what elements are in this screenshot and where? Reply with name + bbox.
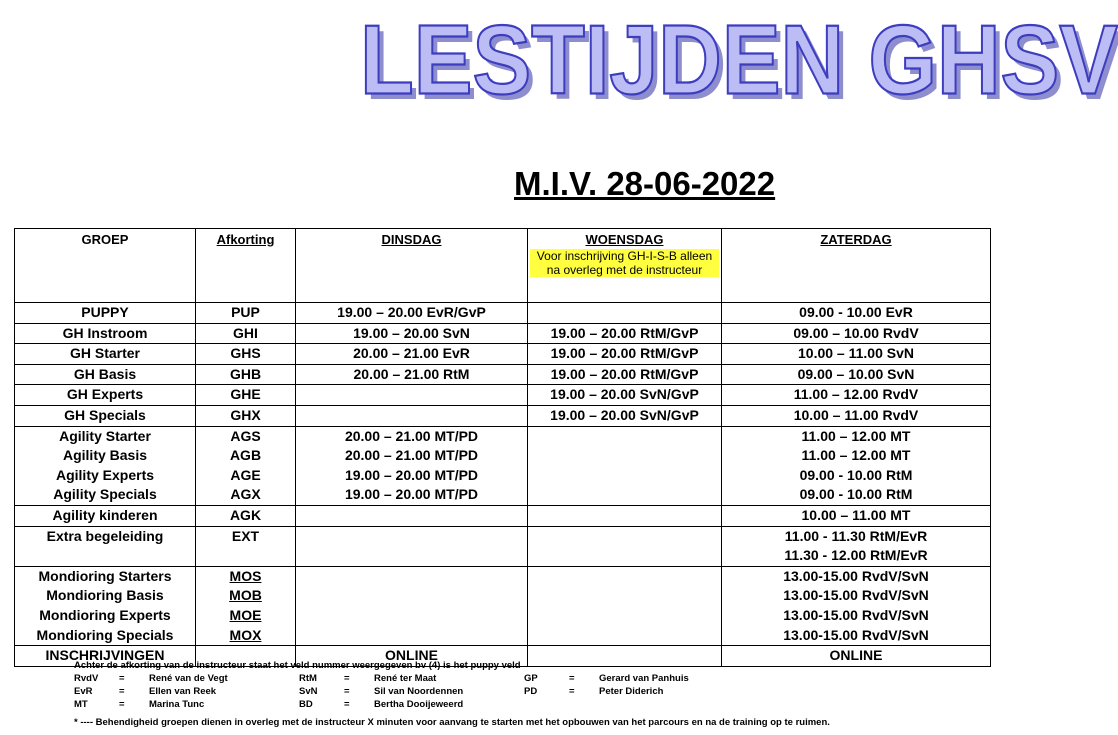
table-row [15,606,991,626]
cell-zaterdag: 13.00-15.00 RvdV/SvN [722,606,991,626]
col-groep: GROEP [15,229,196,303]
cell-dinsdag: 20.00 – 21.00 RtM [296,364,528,385]
cell-woensdag: 19.00 – 20.00 RtM/GvP [528,344,722,365]
legend-abbr: PD [524,686,538,697]
cell-woensdag [528,485,722,505]
cell-zaterdag: 10.00 – 11.00 MT [722,505,991,526]
table-row [15,566,991,586]
legend-equals: = [569,673,575,684]
cell-groep: GH Experts [15,385,196,406]
legend-name: Ellen van Reek [149,686,217,697]
cell-groep: Mondioring Starters [15,566,196,586]
cell-dinsdag [296,606,528,626]
effective-date: M.I.V. 28-06-2022 [514,165,776,202]
cell-afkorting: GHB [196,364,296,385]
col-afkorting: Afkorting [196,229,296,303]
cell-dinsdag: ONLINE [296,646,528,667]
col-zaterdag: ZATERDAG [722,229,991,303]
cell-dinsdag: 19.00 – 20.00 EvR/GvP [296,303,528,324]
cell-dinsdag [296,626,528,646]
cell-dinsdag [296,586,528,606]
legend-abbr: BD [299,699,313,710]
col-woensdag-label: WOENSDAG [585,232,664,247]
cell-dinsdag [296,566,528,586]
cell-afkorting [196,546,296,566]
cell-groep: Mondioring Basis [15,586,196,606]
cell-woensdag [528,606,722,626]
cell-afkorting: GHX [196,405,296,426]
cell-afkorting: PUP [196,303,296,324]
table-row [15,344,991,365]
cell-woensdag [528,626,722,646]
cell-groep [15,546,196,566]
legend-equals [569,698,599,711]
cell-groep: Mondioring Specials [15,626,196,646]
cell-groep: Agility Basis [15,446,196,466]
legend-name: Gerard van Panhuis [599,673,689,684]
legend-equals: = [344,686,350,697]
table-row [15,546,991,566]
cell-zaterdag: 11.00 – 12.00 MT [722,426,991,446]
cell-afkorting: AGE [196,466,296,486]
cell-woensdag: 19.00 – 20.00 RtM/GvP [528,323,722,344]
cell-afkorting: AGB [196,446,296,466]
cell-zaterdag: 10.00 – 11.00 RvdV [722,405,991,426]
cell-afkorting: MOE [196,606,296,626]
table-row [15,626,991,646]
cell-groep: GH Specials [15,405,196,426]
cell-afkorting: AGS [196,426,296,446]
legend-equals: = [344,673,350,684]
table-row [15,446,991,466]
legend-equals: = [119,673,125,684]
cell-zaterdag: 09.00 - 10.00 EvR [722,303,991,324]
cell-zaterdag: 13.00-15.00 RvdV/SvN [722,626,991,646]
legend-row [74,698,749,711]
cell-zaterdag: 09.00 - 10.00 RtM [722,466,991,486]
legend-name: Marina Tunc [149,699,205,710]
page-title: LESTIJDEN GHSV [360,4,1118,115]
cell-groep: INSCHRIJVINGEN [15,646,196,667]
cell-groep: GH Starter [15,344,196,365]
cell-woensdag: 19.00 – 20.00 RtM/GvP [528,364,722,385]
legend-name: Bertha Dooijeweerd [374,699,464,710]
schedule-table [14,228,991,667]
cell-dinsdag [296,385,528,406]
cell-groep: Agility Experts [15,466,196,486]
table-row [15,505,991,526]
cell-dinsdag: 19.00 – 20.00 MT/PD [296,466,528,486]
cell-dinsdag [296,526,528,546]
legend-name: Sil van Noordennen [374,686,464,697]
cell-afkorting: MOS [196,566,296,586]
woensdag-note: Voor inschrijving GH-I-S-B alleen na overleg met de instructeur [530,249,719,277]
cell-afkorting: MOB [196,586,296,606]
cell-dinsdag [296,405,528,426]
cell-woensdag: 19.00 – 20.00 SvN/GvP [528,405,722,426]
table-header-row [15,229,991,303]
cell-afkorting: EXT [196,526,296,546]
cell-woensdag [528,466,722,486]
legend-abbr: RtM [299,673,317,684]
table-row [15,586,991,606]
cell-afkorting: GHE [196,385,296,406]
legend-equals: = [344,699,350,710]
cell-groep: GH Instroom [15,323,196,344]
cell-afkorting: AGK [196,505,296,526]
col-dinsdag: DINSDAG [296,229,528,303]
cell-dinsdag [296,546,528,566]
legend-name: René ter Maat [374,673,437,684]
legend-intro: Achter de afkorting van de instructeur staat het veld nummer weergegeven bv (4) is het puppy veld [74,660,521,671]
footnote: * ---- Behendigheid groepen dienen in overleg met de instructeur X minuten voor aanvang te starten met het opbouwen van het parcours en na de training op te ruimen. [74,717,830,728]
cell-zaterdag: 11.00 - 11.30 RtM/EvR [722,526,991,546]
legend-name: René van de Vegt [149,673,228,684]
cell-zaterdag: 11.30 - 12.00 RtM/EvR [722,546,991,566]
legend-abbr: GP [524,673,538,684]
legend-abbr [524,698,569,711]
cell-zaterdag: 13.00-15.00 RvdV/SvN [722,586,991,606]
cell-zaterdag: 09.00 - 10.00 RtM [722,485,991,505]
legend-row [74,672,749,685]
legend-equals: = [569,686,575,697]
cell-zaterdag: 09.00 – 10.00 RvdV [722,323,991,344]
table-row [15,466,991,486]
legend-name [599,698,749,711]
cell-groep: Agility kinderen [15,505,196,526]
legend-row [74,685,749,698]
cell-afkorting: GHS [196,344,296,365]
cell-woensdag [528,426,722,446]
cell-dinsdag: 19.00 – 20.00 SvN [296,323,528,344]
legend-abbr: MT [74,699,88,710]
table-row [15,526,991,546]
legend-abbr: EvR [74,686,93,697]
table-row [15,405,991,426]
table-row [15,426,991,446]
cell-groep: PUPPY [15,303,196,324]
cell-groep: Agility Specials [15,485,196,505]
col-woensdag [528,229,722,303]
cell-dinsdag: 20.00 – 21.00 MT/PD [296,446,528,466]
cell-zaterdag: 11.00 – 12.00 MT [722,446,991,466]
cell-woensdag [528,446,722,466]
cell-woensdag [528,546,722,566]
cell-zaterdag: 10.00 – 11.00 SvN [722,344,991,365]
legend-abbr: SvN [299,686,318,697]
cell-woensdag: 19.00 – 20.00 SvN/GvP [528,385,722,406]
cell-zaterdag: 09.00 – 10.00 SvN [722,364,991,385]
legend-abbr: RvdV [74,673,99,684]
table-row [15,485,991,505]
instructor-legend [74,659,749,711]
legend-equals: = [119,699,125,710]
cell-afkorting: MOX [196,626,296,646]
cell-dinsdag: 19.00 – 20.00 MT/PD [296,485,528,505]
legend-equals: = [119,686,125,697]
table-row [15,364,991,385]
cell-woensdag [528,303,722,324]
cell-zaterdag: 13.00-15.00 RvdV/SvN [722,566,991,586]
cell-woensdag [528,566,722,586]
table-row [15,323,991,344]
cell-dinsdag: 20.00 – 21.00 MT/PD [296,426,528,446]
cell-afkorting: GHI [196,323,296,344]
cell-zaterdag: ONLINE [722,646,991,667]
table-row [15,303,991,324]
cell-woensdag [528,586,722,606]
cell-groep: Agility Starter [15,426,196,446]
cell-woensdag [528,526,722,546]
cell-groep: GH Basis [15,364,196,385]
table-row [15,385,991,406]
cell-groep: Mondioring Experts [15,606,196,626]
legend-name: Peter Diderich [599,686,664,697]
cell-groep: Extra begeleiding [15,526,196,546]
cell-dinsdag [296,505,528,526]
cell-dinsdag: 20.00 – 21.00 EvR [296,344,528,365]
cell-woensdag [528,505,722,526]
cell-afkorting: AGX [196,485,296,505]
cell-zaterdag: 11.00 – 12.00 RvdV [722,385,991,406]
